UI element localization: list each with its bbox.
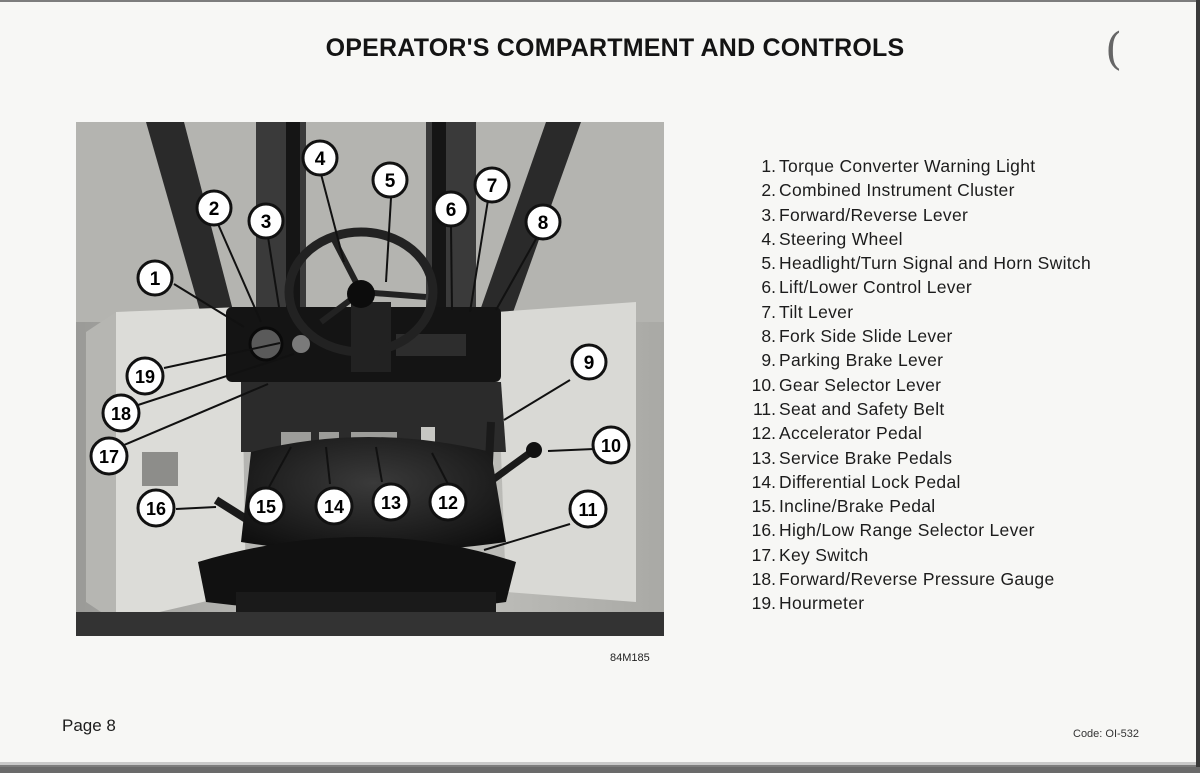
callout-11 [570,491,606,527]
legend-item: 16. High/Low Range Selector Lever [751,520,1035,541]
legend-item: 6. Lift/Lower Control Lever [761,277,972,298]
legend-item: 5. Headlight/Turn Signal and Horn Switch [761,253,1092,274]
legend-item: 12. Accelerator Pedal [751,423,923,444]
legend-item: 18. Forward/Reverse Pressure Gauge [751,569,1055,590]
callout-10-label: 10 [600,436,622,456]
callout-17-label: 17 [98,447,120,467]
callout-10 [593,427,629,463]
legend-item: 7. Tilt Lever [761,301,854,322]
callout-8 [526,205,560,239]
callout-4 [303,141,337,175]
photo-illustration [76,122,664,636]
legend-item: 8. Fork Side Slide Lever [761,326,953,347]
callout-1 [138,261,172,295]
callout-5-label: 5 [384,171,396,192]
callout-9-label: 9 [583,353,595,374]
callout-9 [572,345,606,379]
legend-item: 3. Forward/Reverse Lever [761,204,969,225]
callout-2 [197,191,231,225]
callout-8-label: 8 [537,213,549,234]
page-number: Page 8 [62,716,116,735]
callout-3-label: 3 [260,212,272,233]
document-code: Code: OI-532 [1073,728,1140,740]
legend-item: 9. Parking Brake Lever [761,350,944,371]
callout-3 [249,204,283,238]
legend-item: 1. Torque Converter Warning Light [761,156,1036,176]
callout-19-label: 19 [134,367,156,387]
callout-15-label: 15 [255,497,277,517]
legend-item: 13. Service Brake Pedals [751,447,953,468]
controls-legend [740,154,1091,616]
callout-16-label: 16 [145,499,167,519]
callout-5 [373,163,407,197]
legend-item: 14. Differential Lock Pedal [751,471,961,492]
callout-2-label: 2 [208,199,220,220]
figure-code: 84M185 [610,652,650,664]
page-edge-bottom [0,767,1200,773]
callout-18 [103,395,139,431]
callout-14 [316,488,352,524]
callout-19 [127,358,163,394]
callout-13 [373,484,409,520]
callout-12 [430,484,466,520]
margin-mark: ( [1105,24,1123,75]
page-edge-right [1196,0,1200,773]
legend-item: 17. Key Switch [751,544,869,565]
legend-item: 2. Combined Instrument Cluster [761,180,1015,201]
operator-compartment-photo [76,122,664,636]
callout-7-label: 7 [486,176,498,197]
callout-13-label: 13 [380,493,402,513]
callout-15 [248,488,284,524]
callout-4-label: 4 [314,149,326,170]
callout-6-label: 6 [445,200,457,221]
legend-item: 10. Gear Selector Lever [751,374,942,395]
callout-12-label: 12 [437,493,459,513]
callout-18-label: 18 [110,404,132,424]
callout-7 [475,168,509,202]
legend-item: 19. Hourmeter [751,593,865,614]
legend-item: 4. Steering Wheel [761,228,903,249]
callout-6 [434,192,468,226]
callout-1-label: 1 [149,269,161,290]
callout-14-label: 14 [323,497,345,517]
callout-11-label: 11 [578,500,598,520]
legend-item: 11. Seat and Safety Belt [752,398,945,419]
legend-item: 15. Incline/Brake Pedal [751,496,936,517]
callout-16 [138,490,174,526]
page-title: OPERATOR'S COMPARTMENT AND CONTROLS [325,34,905,62]
callout-17 [91,438,127,474]
manual-page [0,2,1196,765]
